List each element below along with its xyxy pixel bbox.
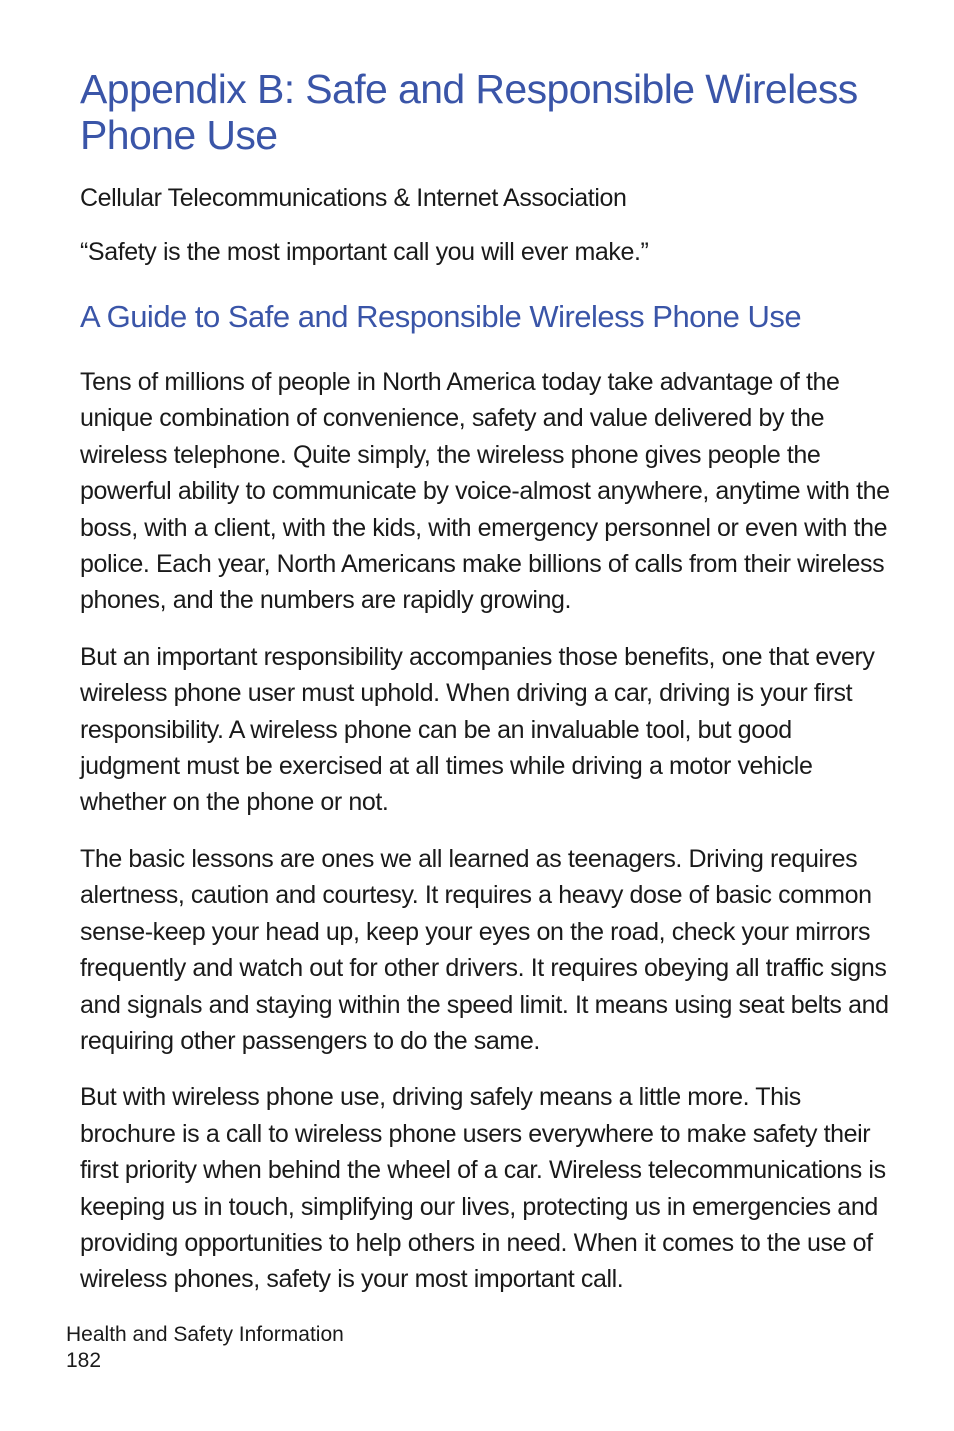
body-paragraph-1: Tens of millions of people in North America today take advantage of the unique combination of convenience, safety and value delivered by the wireless telephone. Quite simply, the wireless phone gives people the powerful ability to communicate by voice-almost anywhere, anytime with the boss, with a client, with the kids, with emergency personnel or even with the police. Each year, North Americans make billions of calls from their wireless phones, and the numbers are rapidly growing.	[80, 368, 890, 615]
body-paragraph-2: But an important responsibility accompanies those benefits, one that every wireless phone user must uphold. When driving a car, driving is your first responsibility. A wireless phone can be an invaluable tool, but good judgment must be exercised at all times while driving a motor vehicle whether on the phone or not.	[80, 642, 875, 817]
page-number: 182	[66, 1349, 102, 1372]
body-paragraph-3: The basic lessons are ones we all learned as teenagers. Driving requires alertness, caution and courtesy. It requires a heavy dose of basic common sense-keep your head up, keep your eyes on the road, check your mirrors frequently and watch out for other drivers. It requires obeying all traffic signs and signals and staying within the speed limit. It means using seat belts and requiring other passengers to do the same.	[80, 844, 889, 1055]
organization-name: Cellular Telecommunications & Internet Association	[80, 184, 627, 212]
section-heading: A Guide to Safe and Responsible Wireless Phone Use	[80, 299, 802, 334]
page-title: Appendix B: Safe and Responsible Wireless Phone Use	[80, 66, 858, 158]
page-footer	[66, 1322, 344, 1374]
body-paragraph-4: But with wireless phone use, driving safely means a little more. This brochure is a call to wireless phone users everywhere to make safety their first priority when behind the wheel of a car. Wireless telecommunications is keeping us in touch, simplifying our lives, protecting us in emergencies and providing opportunities to help others in need. When it comes to the use of wireless phones, safety is your most important call.	[80, 1083, 886, 1294]
safety-quote: “Safety is the most important call you will ever make.”	[80, 238, 649, 266]
footer-section-label: Health and Safety Information	[66, 1323, 344, 1346]
page-content	[80, 66, 890, 1298]
